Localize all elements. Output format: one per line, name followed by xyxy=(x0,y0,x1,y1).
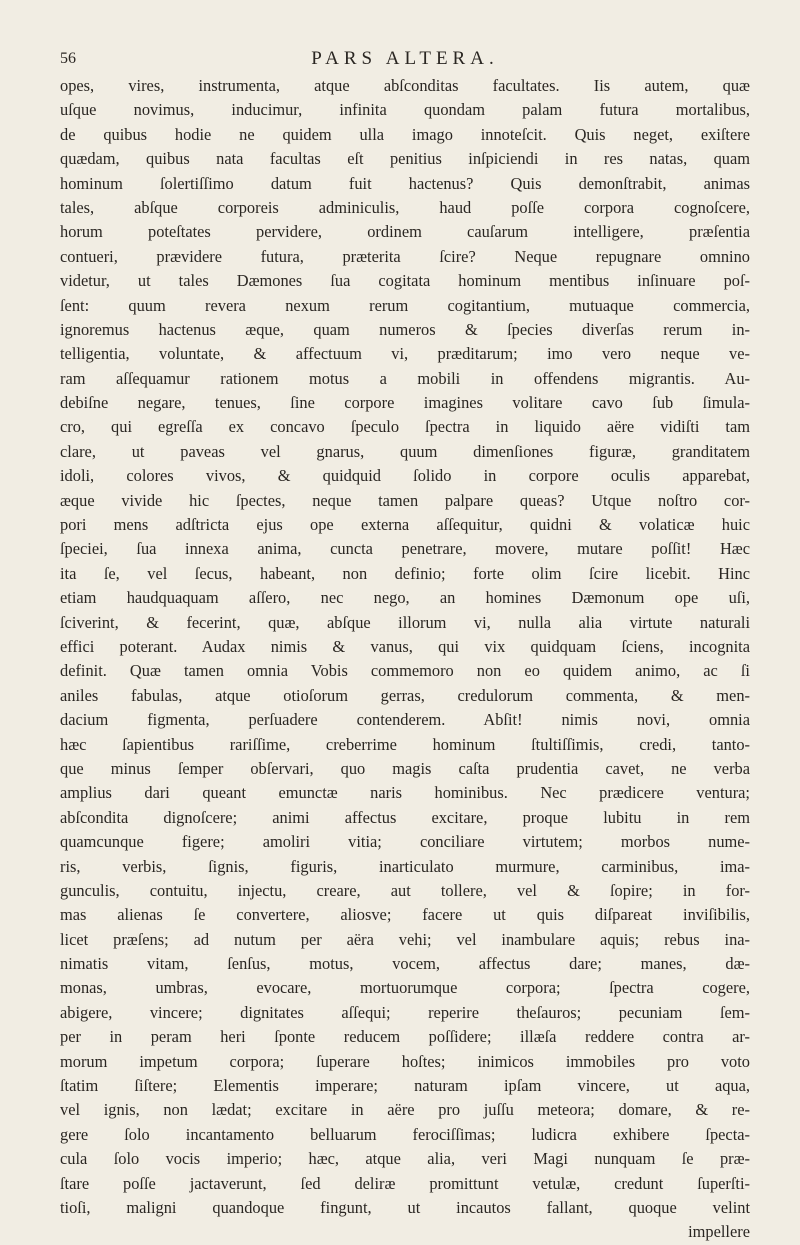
text-line: hominum ſolertiſſimo datum fuit hactenus? Quis demonſtrabit, animas xyxy=(60,173,750,193)
text-line: ſent: quum revera nexum rerum cogitantium, mutuaque commercia, xyxy=(60,295,750,315)
text-line: ris, verbis, ſignis, figuris, inarticulato murmure, carminibus, ima- xyxy=(60,856,750,876)
text-line: ram aſſequamur rationem motus a mobili in offendens migrantis. Au- xyxy=(60,368,750,388)
text-line: clare, ut paveas vel gnarus, quum dimenſiones figuræ, granditatem xyxy=(60,441,750,461)
text-line: tales, abſque corporeis adminiculis, haud poſſe corpora cognoſcere, xyxy=(60,197,750,217)
text-line: mas alienas ſe convertere, aliosve; facere ut quis diſpareat inviſibilis, xyxy=(60,905,750,925)
text-line: gere ſolo incantamento belluarum ferociſſimas; ludicra exhibere ſpecta- xyxy=(60,1124,750,1144)
body-text xyxy=(60,74,750,1245)
text-line: etiam haudquaquam aſſero, nec nego, an homines Dæmonum ope uſi, xyxy=(60,588,750,608)
text-line: uſque novimus, inducimur, infinita quondam palam futura mortalibus, xyxy=(60,100,750,120)
text-line: ſpeciei, ſua innexa anima, cuncta penetrare, movere, mutare poſſit! Hæc xyxy=(60,539,750,559)
text-line: tioſi, maligni quandoque fingunt, ut incautos fallant, quoque velint xyxy=(60,1197,750,1217)
text-line: hæc ſapientibus rariſſime, creberrime hominum ſtultiſſimis, credi, tanto- xyxy=(60,734,750,754)
text-line: vel ignis, non lædat; excitare in aëre pro juſſu meteora; domare, & re- xyxy=(60,1100,750,1120)
text-line: ignoremus hactenus æque, quam numeros & ſpecies diverſas rerum in- xyxy=(60,319,750,339)
text-line: per in peram heri ſponte reducem poſſidere; illæſa reddere contra ar- xyxy=(60,1027,750,1047)
text-line: debiſne negare, tenues, ſine corpore imagines volitare cavo ſub ſimula- xyxy=(60,393,750,413)
text-line: ſtare poſſe jactaverunt, ſed deliræ promittunt vetulæ, credunt ſuperſti- xyxy=(60,1173,750,1193)
running-title: PARS ALTERA. xyxy=(311,48,499,69)
page-number: 56 xyxy=(60,50,76,67)
text-line: ita ſe, vel ſecus, habeant, non definio; forte olim ſcire licebit. Hinc xyxy=(60,563,750,583)
text-line: abigere, vincere; dignitates aſſequi; reperire theſauros; pecuniam ſem- xyxy=(60,1002,750,1022)
page-header xyxy=(60,48,750,74)
text-line: amplius dari queant emunctæ naris hominibus. Nec prædicere ventura; xyxy=(60,783,750,803)
text-line: idoli, colores vivos, & quidquid ſolido in corpore oculis apparebat, xyxy=(60,466,750,486)
text-line: que minus ſemper obſervari, quo magis caſta prudentia cavet, ne verba xyxy=(60,758,750,778)
text-line: videtur, ut tales Dæmones ſua cogitata hominum mentibus inſinuare poſ- xyxy=(60,271,750,291)
text-line: gunculis, contuitu, injectu, creare, aut tollere, vel & ſopire; in for- xyxy=(60,880,750,900)
text-line: dacium figmenta, perſuadere contenderem. Abſit! nimis novi, omnia xyxy=(60,710,750,730)
text-line: cula ſolo vocis imperio; hæc, atque alia, veri Magi nunquam ſe præ- xyxy=(60,1149,750,1169)
text-line: quædam, quibus nata facultas eſt penitius inſpiciendi in res natas, quam xyxy=(60,149,750,169)
text-line: monas, umbras, evocare, mortuorumque corpora; ſpectra cogere, xyxy=(60,978,750,998)
text-line: pori mens adſtricta ejus ope externa aſſequitur, quidni & volaticæ huic xyxy=(60,515,750,535)
text-line: quamcunque figere; amoliri vitia; conciliare virtutem; morbos nume- xyxy=(60,832,750,852)
text-line: horum poteſtates pervidere, ordinem cauſarum intelligere, præſentia xyxy=(60,222,750,242)
text-line: de quibus hodie ne quidem ulla imago innoteſcit. Quis neget, exiſtere xyxy=(60,124,750,144)
text-line: ſtatim ſiſtere; Elementis imperare; naturam ipſam vincere, ut aqua, xyxy=(60,1076,750,1096)
text-line: aniles fabulas, atque otioſorum gerras, credulorum commenta, & men- xyxy=(60,685,750,705)
catchword: impellere xyxy=(688,1222,750,1242)
text-line: abſcondita dignoſcere; animi affectus excitare, proque lubitu in rem xyxy=(60,807,750,827)
text-line: effici poterant. Audax nimis & vanus, qui vix quidquam ſciens, incognita xyxy=(60,636,750,656)
text-line: opes, vires, instrumenta, atque abſconditas facultates. Iis autem, quæ xyxy=(60,76,750,95)
text-line: ſciverint, & fecerint, quæ, abſque illorum vi, nulla alia virtute naturali xyxy=(60,612,750,632)
text-line: definit. Quæ tamen omnia Vobis commemoro non eo quidem animo, ac ſi xyxy=(60,661,750,681)
text-line: licet præſens; ad nutum per aëra vehi; vel inambulare aquis; rebus ina- xyxy=(60,929,750,949)
text-line: contueri, prævidere futura, præterita ſcire? Neque repugnare omnino xyxy=(60,246,750,266)
text-line: morum impetum corpora; ſuperare hoſtes; inimicos immobiles pro voto xyxy=(60,1051,750,1071)
text-line: cro, qui egreſſa ex concavo ſpeculo ſpectra in liquido aëre vidiſti tam xyxy=(60,417,750,437)
text-line: telligentia, voluntate, & affectuum vi, præditarum; imo vero neque ve- xyxy=(60,344,750,364)
text-line: nimatis vitam, ſenſus, motus, vocem, affectus dare; manes, dæ- xyxy=(60,954,750,974)
text-line: æque vivide hic ſpectes, neque tamen palpare queas? Utque noſtro cor- xyxy=(60,490,750,510)
